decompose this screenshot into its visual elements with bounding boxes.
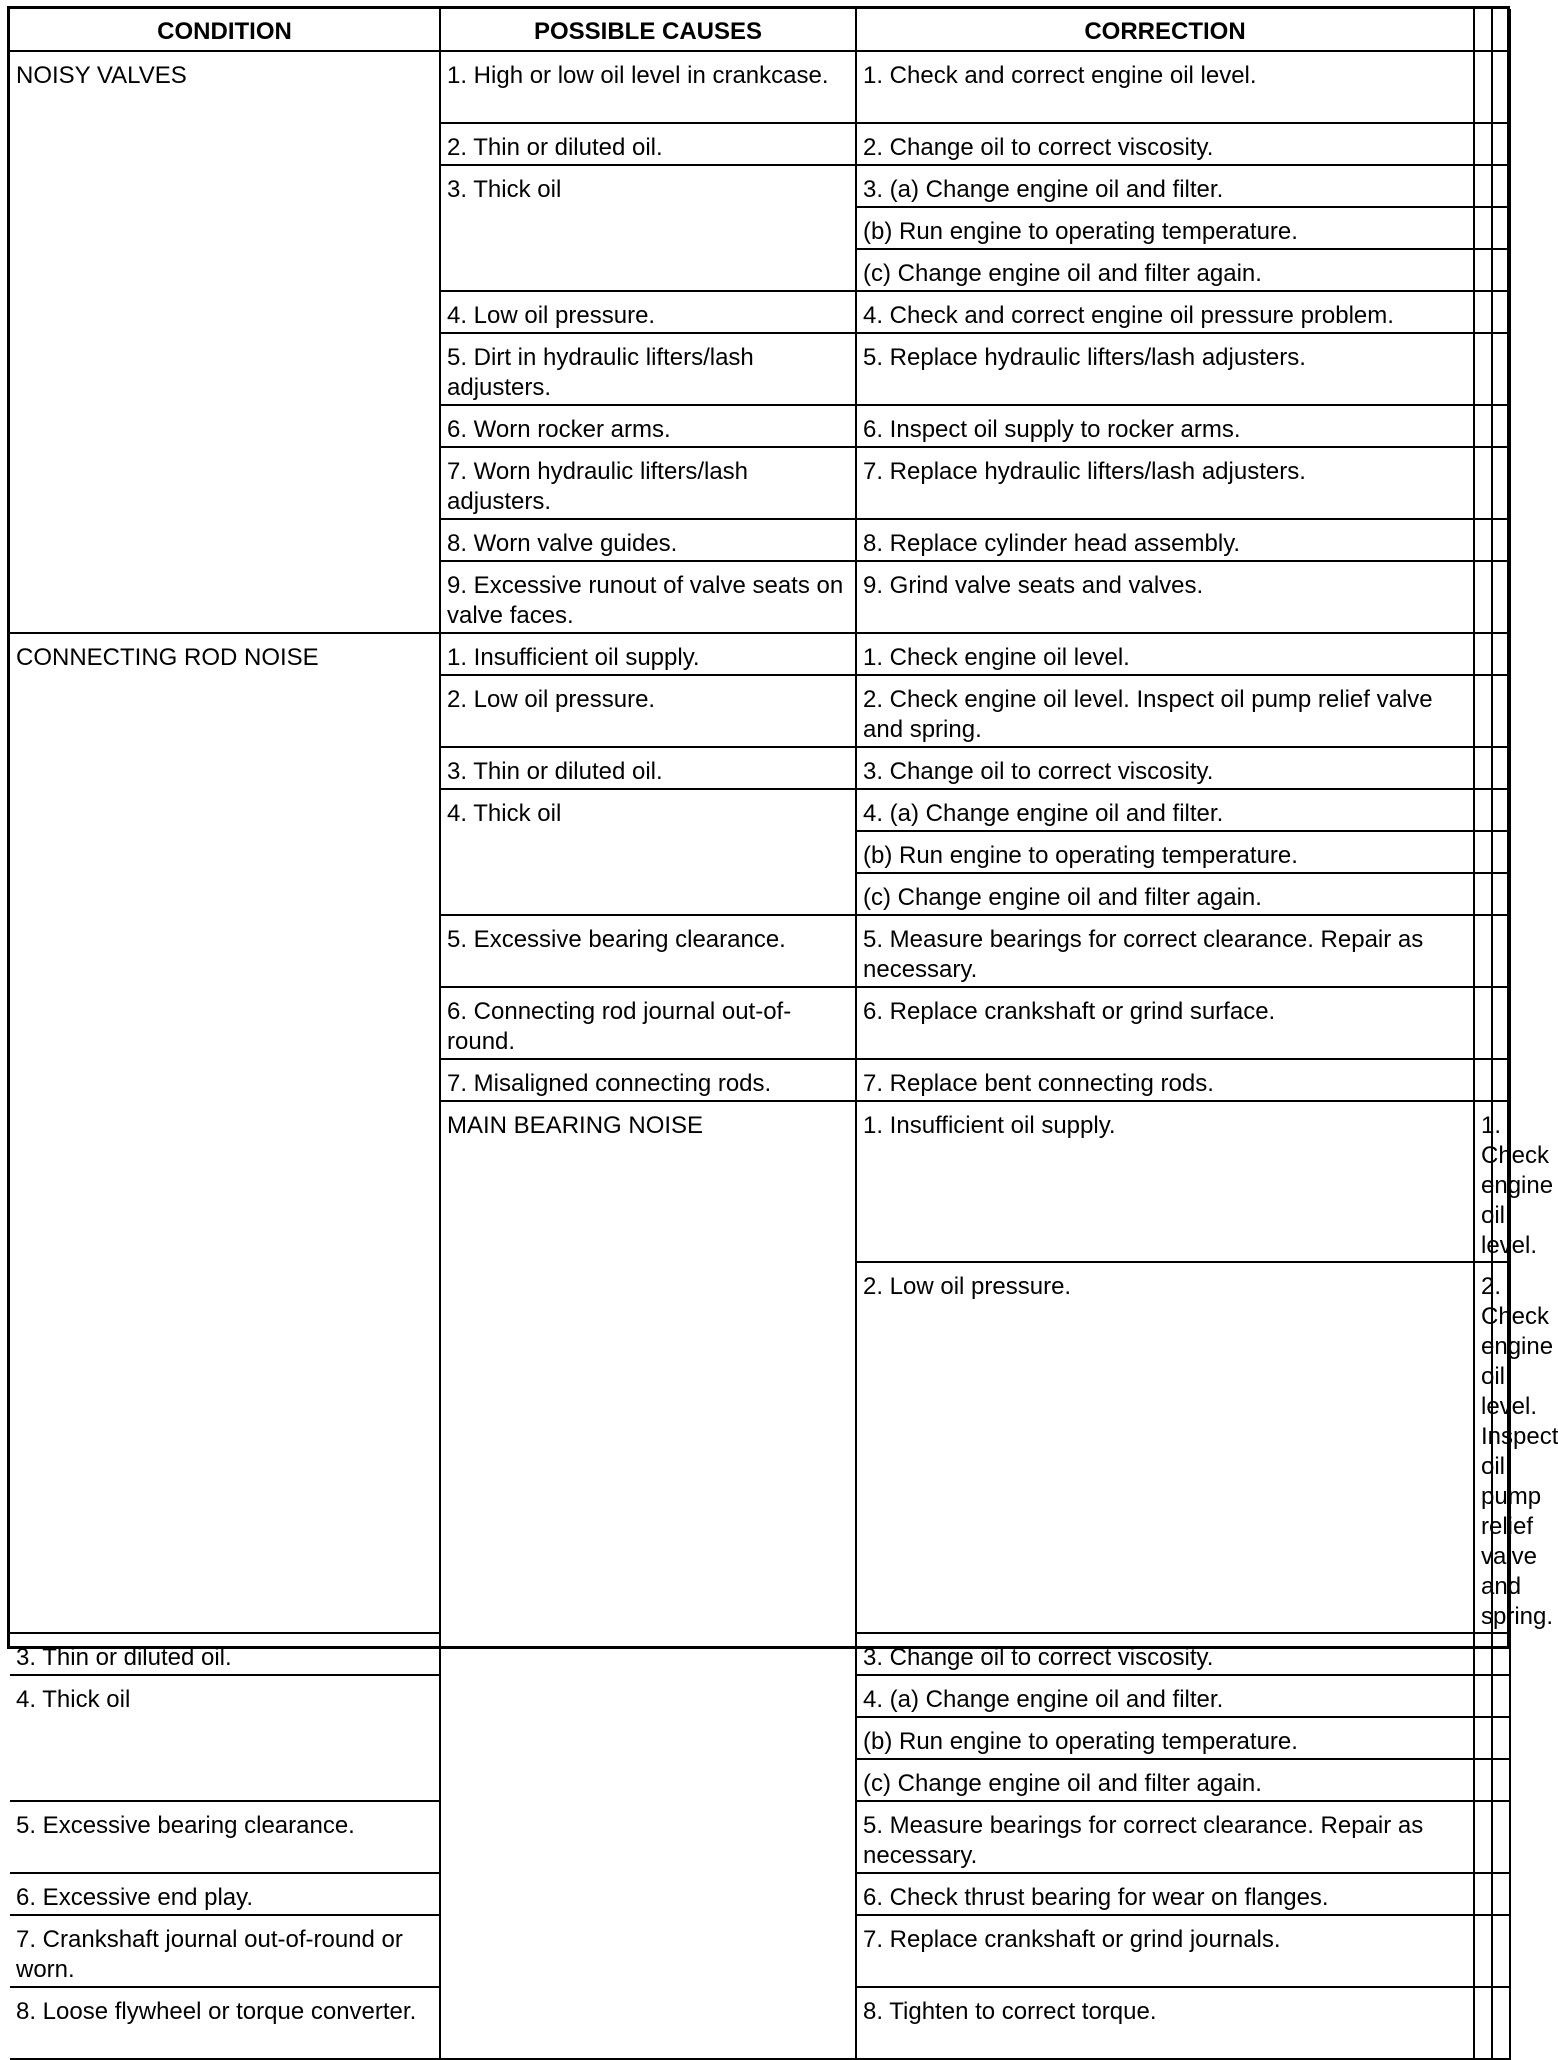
possible-causes-header: POSSIBLE CAUSES	[440, 9, 856, 51]
cause-cell: 5. Dirt in hydraulic lifters/lash adjusters.	[440, 333, 856, 405]
cause-cell: 9. Excessive runout of valve seats on valve faces.	[440, 561, 856, 633]
condition-cell: NOISY VALVES	[10, 51, 440, 633]
correction-cell: 1. Check and correct engine oil level.	[856, 51, 1474, 123]
correction-cell: 8. Tighten to correct torque.	[856, 1987, 1474, 2059]
correction-cell: (b) Run engine to operating temperature.	[856, 1717, 1474, 1759]
correction-cell: 3. Change oil to correct viscosity.	[856, 747, 1474, 789]
condition-header: CONDITION	[10, 9, 440, 51]
correction-cell: 5. Measure bearings for correct clearance. Repair as necessary.	[856, 1801, 1474, 1873]
correction-cell: (c) Change engine oil and filter again.	[856, 873, 1474, 915]
correction-cell: 7. Replace hydraulic lifters/lash adjusters.	[856, 447, 1474, 519]
header-row	[10, 9, 1510, 51]
correction-header: CORRECTION	[856, 9, 1474, 51]
correction-cell: (c) Change engine oil and filter again.	[856, 1759, 1474, 1801]
table-row	[10, 633, 1510, 675]
correction-cell: 4. (a) Change engine oil and filter.	[856, 1675, 1474, 1717]
cause-cell: 7. Crankshaft journal out-of-round or worn.	[10, 1915, 440, 1987]
cause-cell: 2. Low oil pressure.	[440, 675, 856, 747]
cause-cell: 6. Excessive end play.	[10, 1873, 440, 1915]
troubleshooting-document	[7, 6, 1558, 2025]
cause-cell: 6. Connecting rod journal out-of-round.	[440, 987, 856, 1059]
cause-cell: 6. Worn rocker arms.	[440, 405, 856, 447]
correction-cell: 6. Check thrust bearing for wear on flanges.	[856, 1873, 1474, 1915]
correction-cell: (b) Run engine to operating temperature.	[856, 207, 1474, 249]
cause-cell: 4. Low oil pressure.	[440, 291, 856, 333]
condition-cell: CONNECTING ROD NOISE	[10, 633, 440, 1633]
cause-cell: 3. Thin or diluted oil.	[10, 1633, 440, 1675]
cause-cell: 4. Thick oil	[10, 1675, 440, 1801]
cause-cell: 1. High or low oil level in crankcase.	[440, 51, 856, 123]
cause-cell: 7. Worn hydraulic lifters/lash adjusters.	[440, 447, 856, 519]
correction-cell: 4. Check and correct engine oil pressure problem.	[856, 291, 1474, 333]
cause-cell: 3. Thin or diluted oil.	[440, 747, 856, 789]
cause-cell: 5. Excessive bearing clearance.	[10, 1801, 440, 1873]
diagnosis-table	[10, 9, 1558, 2060]
cause-cell: 2. Thin or diluted oil.	[440, 123, 856, 165]
margin-column	[1492, 9, 1510, 51]
correction-cell: 4. (a) Change engine oil and filter.	[856, 789, 1474, 831]
correction-cell: 6. Inspect oil supply to rocker arms.	[856, 405, 1474, 447]
correction-cell: 8. Replace cylinder head assembly.	[856, 519, 1474, 561]
cause-cell: 2. Low oil pressure.	[856, 1262, 1474, 1633]
correction-cell: 1. Check engine oil level.	[1474, 1101, 1492, 1262]
condition-cell: MAIN BEARING NOISE	[440, 1101, 856, 2059]
correction-cell: 2. Check engine oil level. Inspect oil pump relief valve and spring.	[1474, 1262, 1492, 1633]
cause-cell: 8. Worn valve guides.	[440, 519, 856, 561]
correction-cell: 6. Replace crankshaft or grind surface.	[856, 987, 1474, 1059]
correction-cell: 3. Change oil to correct viscosity.	[856, 1633, 1474, 1675]
correction-cell: 5. Measure bearings for correct clearance. Repair as necessary.	[856, 915, 1474, 987]
correction-cell: 2. Change oil to correct viscosity.	[856, 123, 1474, 165]
cause-cell: 5. Excessive bearing clearance.	[440, 915, 856, 987]
cause-cell: 8. Loose flywheel or torque converter.	[10, 1987, 440, 2059]
correction-cell: 3. (a) Change engine oil and filter.	[856, 165, 1474, 207]
correction-cell: (c) Change engine oil and filter again.	[856, 249, 1474, 291]
cause-cell: 1. Insufficient oil supply.	[440, 633, 856, 675]
cause-cell: 7. Misaligned connecting rods.	[440, 1059, 856, 1101]
cause-cell: 4. Thick oil	[440, 789, 856, 915]
cause-cell: 1. Insufficient oil supply.	[856, 1101, 1474, 1262]
table-row	[10, 51, 1510, 123]
correction-cell: (b) Run engine to operating temperature.	[856, 831, 1474, 873]
cause-cell: 3. Thick oil	[440, 165, 856, 291]
correction-cell: 7. Replace bent connecting rods.	[856, 1059, 1474, 1101]
correction-cell: 2. Check engine oil level. Inspect oil pump relief valve and spring.	[856, 675, 1474, 747]
margin-column	[1474, 9, 1492, 51]
correction-cell: 5. Replace hydraulic lifters/lash adjusters.	[856, 333, 1474, 405]
correction-cell: 1. Check engine oil level.	[856, 633, 1474, 675]
correction-cell: 9. Grind valve seats and valves.	[856, 561, 1474, 633]
correction-cell: 7. Replace crankshaft or grind journals.	[856, 1915, 1474, 1987]
